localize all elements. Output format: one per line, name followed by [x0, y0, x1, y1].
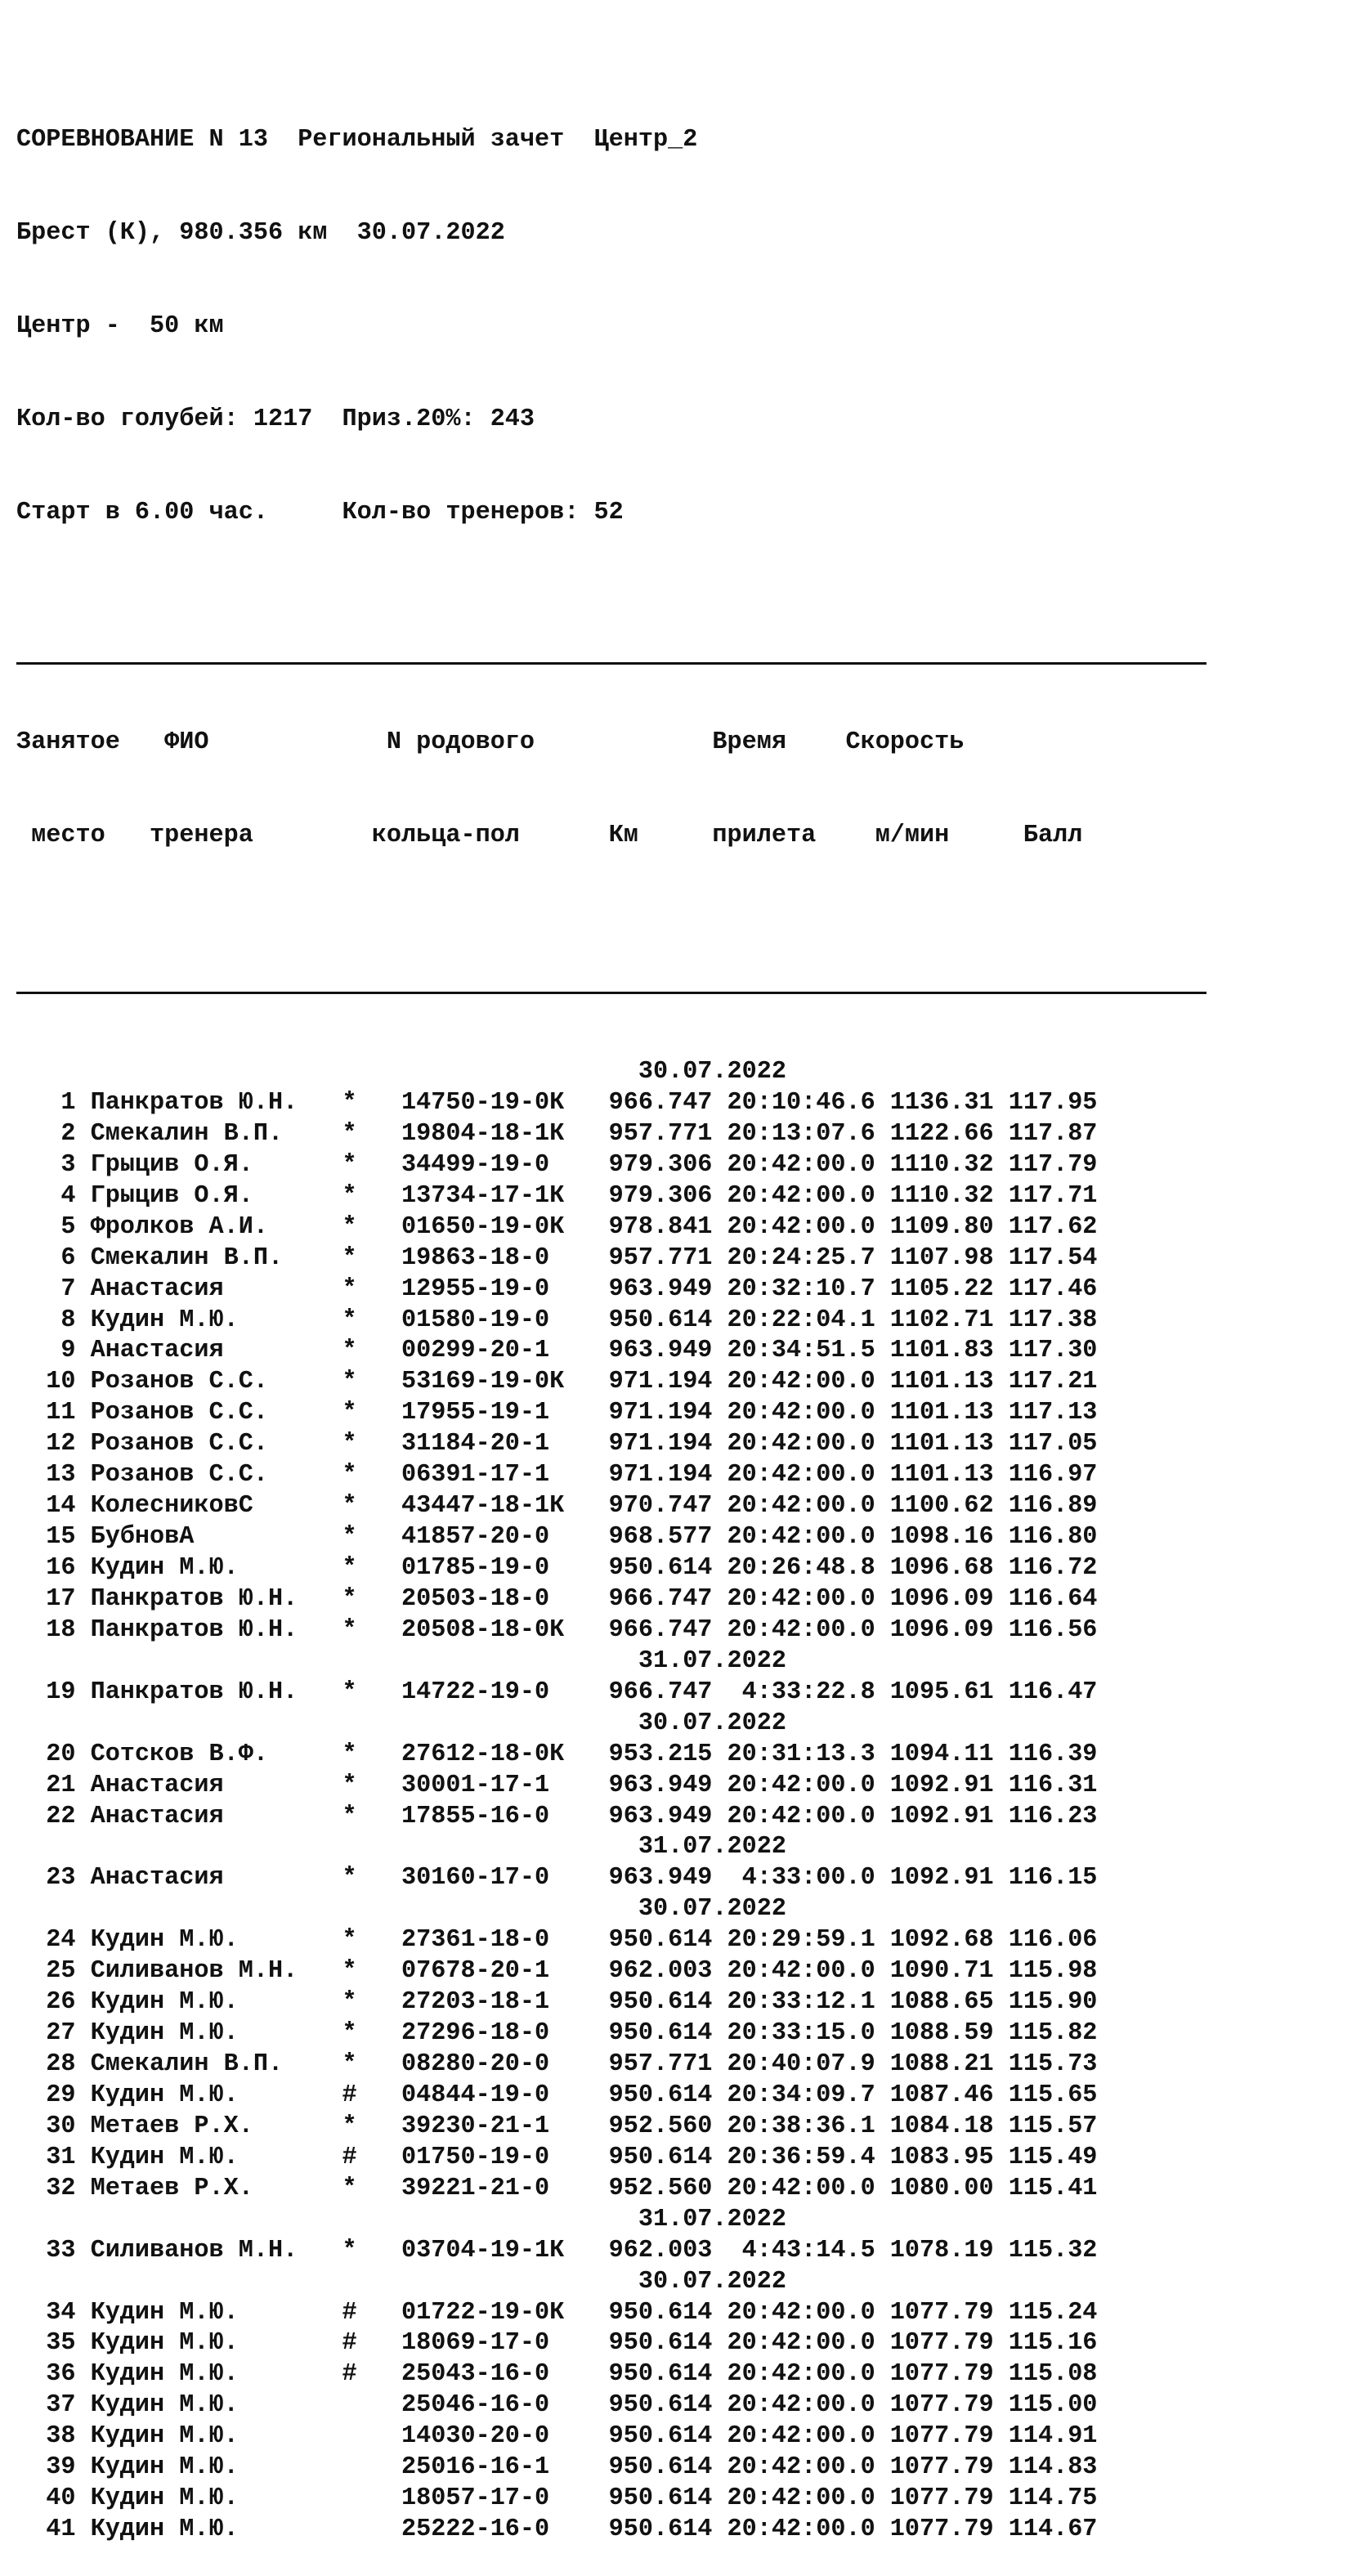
- table-row: 39 Кудин М.Ю. 25016-16-1 950.614 20:42:00.0 1077.79 114.83: [16, 2453, 1098, 2482]
- table-row: 40 Кудин М.Ю. 18057-17-0 950.614 20:42:00.0 1077.79 114.75: [16, 2484, 1098, 2513]
- table-row: 2 Смекалин В.П. * 19804-18-1К 957.771 20:13:07.6 1122.66 117.87: [16, 1119, 1098, 1148]
- table-row: 35 Кудин М.Ю. # 18069-17-0 950.614 20:42:00.0 1077.79 115.16: [16, 2329, 1098, 2358]
- table-row: 10 Розанов С.С. * 53169-19-0К 971.194 20:42:00.0 1101.13 117.21: [16, 1368, 1098, 1396]
- table-row: 37 Кудин М.Ю. 25046-16-0 950.614 20:42:00.0 1077.79 115.00: [16, 2391, 1098, 2420]
- date-separator: 30.07.2022: [16, 2267, 787, 2296]
- table-row: 11 Розанов С.С. * 17955-19-1 971.194 20:42:00.0 1101.13 117.13: [16, 1399, 1098, 1427]
- date-separator: 31.07.2022: [16, 1646, 787, 1675]
- table-row: 16 Кудин М.Ю. * 01785-19-0 950.614 20:26:48.8 1096.68 116.72: [16, 1554, 1098, 1582]
- table-row: 14 КолесниковС * 43447-18-1К 970.747 20:42:00.0 1100.62 116.89: [16, 1492, 1098, 1521]
- table-row: 29 Кудин М.Ю. # 04844-19-0 950.614 20:34:09.7 1087.46 115.65: [16, 2081, 1098, 2109]
- table-row: 13 Розанов С.С. * 06391-17-1 971.194 20:42:00.0 1101.13 116.97: [16, 1461, 1098, 1490]
- table-row: 27 Кудин М.Ю. * 27296-18-0 950.614 20:33:15.0 1088.59 115.82: [16, 2019, 1098, 2048]
- release-point: Брест (К), 980.356 км 30.07.2022: [16, 219, 505, 247]
- table-row: 28 Смекалин В.П. * 08280-20-0 957.771 20:40:07.9 1088.21 115.73: [16, 2050, 1098, 2078]
- top-rule: [16, 662, 1207, 665]
- table-row: 36 Кудин М.Ю. # 25043-16-0 950.614 20:42:00.0 1077.79 115.08: [16, 2360, 1098, 2389]
- pigeon-count: Кол-во голубей: 1217 Приз.20%: 243: [16, 405, 535, 433]
- date-separator: 31.07.2022: [16, 2205, 787, 2233]
- table-row: 7 Анастасия * 12955-19-0 963.949 20:32:10.7 1105.22 117.46: [16, 1275, 1098, 1303]
- table-row: 33 Силиванов М.Н. * 03704-19-1К 962.003 4:43:14.5 1078.19 115.32: [16, 2236, 1098, 2265]
- table-row: 38 Кудин М.Ю. 14030-20-0 950.614 20:42:00.0 1077.79 114.91: [16, 2422, 1098, 2451]
- start-info: Старт в 6.00 час. Кол-во тренеров: 52: [16, 499, 624, 526]
- date-separator: 30.07.2022: [16, 1895, 787, 1924]
- table-row: 25 Силиванов М.Н. * 07678-20-1 962.003 20:42:00.0 1090.71 115.98: [16, 1957, 1098, 1986]
- table-row: 20 Сотсков В.Ф. * 27612-18-0К 953.215 20:31:13.3 1094.11 116.39: [16, 1740, 1098, 1768]
- table-row: 15 БубновА * 41857-20-0 968.577 20:42:00.0 1098.16 116.80: [16, 1523, 1098, 1552]
- table-row: 24 Кудин М.Ю. * 27361-18-0 950.614 20:29:59.1 1092.68 116.06: [16, 1926, 1098, 1955]
- table-row: 3 Грыцив О.Я. * 34499-19-0 979.306 20:42:00.0 1110.32 117.79: [16, 1150, 1098, 1179]
- table-row: 6 Смекалин В.П. * 19863-18-0 957.771 20:24:25.7 1107.98 117.54: [16, 1243, 1098, 1272]
- table-row: 32 Метаев Р.Х. * 39221-21-0 952.560 20:42:00.0 1080.00 115.41: [16, 2174, 1098, 2202]
- table-row: 34 Кудин М.Ю. # 01722-19-0К 950.614 20:42:00.0 1077.79 115.24: [16, 2298, 1098, 2327]
- table-row: 8 Кудин М.Ю. * 01580-19-0 950.614 20:22:04.1 1102.71 117.38: [16, 1306, 1098, 1334]
- table-row: 12 Розанов С.С. * 31184-20-1 971.194 20:42:00.0 1101.13 117.05: [16, 1430, 1098, 1458]
- table-row: 30 Метаев Р.Х. * 39230-21-1 952.560 20:38:36.1 1084.18 115.57: [16, 2112, 1098, 2140]
- center-distance: Центр - 50 км: [16, 312, 224, 340]
- date-separator: 30.07.2022: [16, 1709, 787, 1737]
- table-row: 9 Анастасия * 00299-20-1 963.949 20:34:51.5 1101.83 117.30: [16, 1337, 1098, 1365]
- column-header-2: место тренера кольца-пол Км прилета м/мин Балл: [16, 822, 1083, 849]
- date-separator: 31.07.2022: [16, 1833, 787, 1861]
- results-table: [16, 1056, 1207, 2545]
- results-document: [16, 62, 1207, 2576]
- date-separator: 30.07.2022: [16, 1058, 787, 1086]
- table-row: 23 Анастасия * 30160-17-0 963.949 4:33:00.0 1092.91 116.15: [16, 1864, 1098, 1893]
- table-row: 17 Панкратов Ю.Н. * 20503-18-0 966.747 20:42:00.0 1096.09 116.64: [16, 1584, 1098, 1613]
- table-row: 31 Кудин М.Ю. # 01750-19-0 950.614 20:36:59.4 1083.95 115.49: [16, 2143, 1098, 2171]
- table-row: 22 Анастасия * 17855-16-0 963.949 20:42:00.0 1092.91 116.23: [16, 1802, 1098, 1830]
- header-rule: [16, 992, 1207, 994]
- table-row: 5 Фролков А.И. * 01650-19-0К 978.841 20:42:00.0 1109.80 117.62: [16, 1212, 1098, 1241]
- competition-title: СОРЕВНОВАНИЕ N 13 Региональный зачет Центр_2: [16, 126, 698, 154]
- table-row: 1 Панкратов Ю.Н. * 14750-19-0К 966.747 20:10:46.6 1136.31 117.95: [16, 1088, 1098, 1117]
- table-row: 19 Панкратов Ю.Н. * 14722-19-0 966.747 4:33:22.8 1095.61 116.47: [16, 1678, 1098, 1706]
- table-row: 41 Кудин М.Ю. 25222-16-0 950.614 20:42:00.0 1077.79 114.67: [16, 2516, 1098, 2544]
- column-header-1: Занятое ФИО N родового Время Скорость: [16, 728, 965, 756]
- table-row: 21 Анастасия * 30001-17-1 963.949 20:42:00.0 1092.91 116.31: [16, 1771, 1098, 1799]
- table-row: 18 Панкратов Ю.Н. * 20508-18-0К 966.747 20:42:00.0 1096.09 116.56: [16, 1615, 1098, 1644]
- table-row: 4 Грыцив О.Я. * 13734-17-1К 979.306 20:42:00.0 1110.32 117.71: [16, 1181, 1098, 1210]
- table-row: 26 Кудин М.Ю. * 27203-18-1 950.614 20:33:12.1 1088.65 115.90: [16, 1988, 1098, 2017]
